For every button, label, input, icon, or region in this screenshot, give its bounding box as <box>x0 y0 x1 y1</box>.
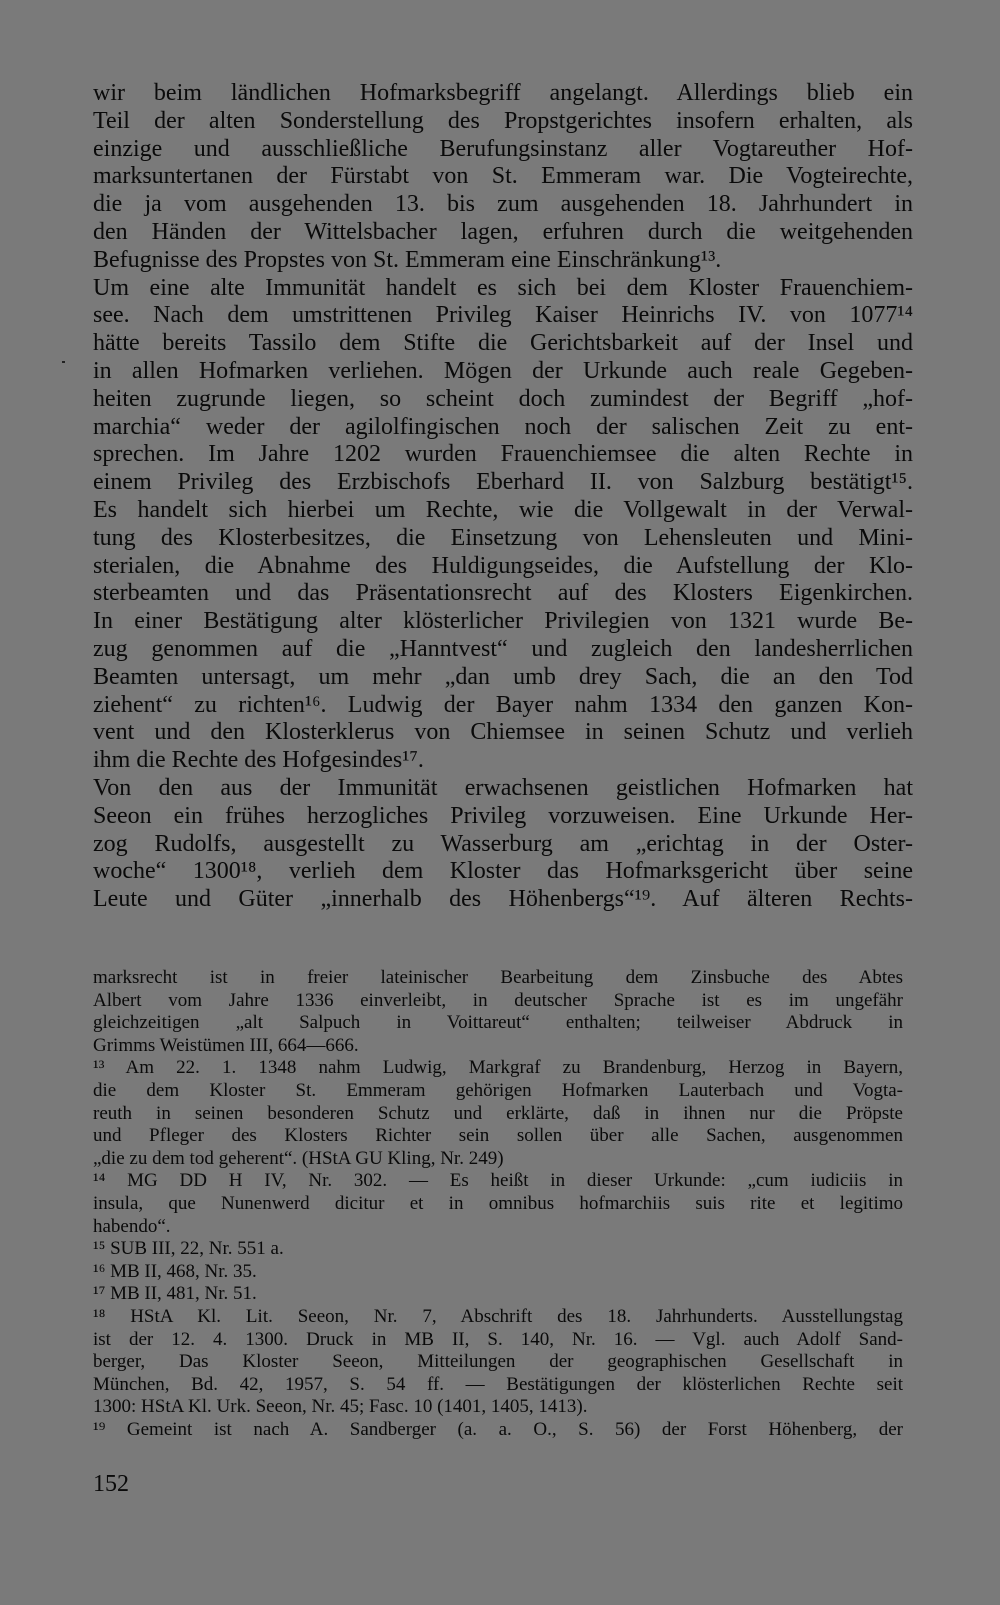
text-line: woche“ 1300¹⁸, verlieh dem Kloster das Hofmarksgericht über seine <box>93 858 913 885</box>
footnote-line: insula, que Nunenwerd dicitur et in omnibus hofmarchiis suis rite et legitimo <box>93 1192 903 1214</box>
footnote-line: 1300: HStA Kl. Urk. Seeon, Nr. 45; Fasc. 10 (1401, 1405, 1413). <box>93 1396 588 1418</box>
footnote-line: ¹⁹ Gemeint ist nach A. Sandberger (a. a. O., S. 56) der Forst Höhenberg, der <box>93 1418 903 1440</box>
text-line: Es handelt sich hierbei um Rechte, wie die Vollgewalt in der Verwal- <box>93 496 913 523</box>
text-line: in allen Hofmarken verliehen. Mögen der Urkunde auch reale Gegeben- <box>93 357 913 384</box>
text-line: sterialen, die Abnahme des Huldigungseides, die Aufstellung der Klo- <box>93 552 913 579</box>
text-line: ihm die Rechte des Hofgesindes¹⁷. <box>93 747 424 774</box>
text-line: Teil der alten Sonderstellung des Propstgerichtes insofern erhalten, als <box>93 107 913 134</box>
text-line: einzige und ausschließliche Berufungsinstanz aller Vogtareuther Hof- <box>93 135 913 162</box>
text-line: sprechen. Im Jahre 1202 wurden Frauenchiemsee die alten Rechte in <box>93 441 913 468</box>
text-line: marksuntertanen der Fürstabt von St. Emmeram war. Die Vogteirechte, <box>93 163 913 190</box>
footnote-line: und Pfleger des Klosters Richter sein sollen über alle Sachen, ausgenommen <box>93 1125 903 1147</box>
footnote-line: „die zu dem tod geherent“. (HStA GU Kling, Nr. 249) <box>93 1147 504 1169</box>
footnote-line: Albert vom Jahre 1336 einverleibt, in deutscher Sprache ist es im ungefähr <box>93 989 903 1011</box>
text-line: see. Nach dem umstrittenen Privileg Kaiser Heinrichs IV. von 1077¹⁴ <box>93 302 913 329</box>
footnote-line: ¹⁵ SUB III, 22, Nr. 551 a. <box>93 1238 284 1260</box>
footnote-line: ¹³ Am 22. 1. 1348 nahm Ludwig, Markgraf zu Brandenburg, Herzog in Bayern, <box>93 1057 903 1079</box>
text-line: sterbeamten und das Präsentationsrecht auf des Klosters Eigenkirchen. <box>93 580 913 607</box>
text-line: Seeon ein frühes herzogliches Privileg vorzuweisen. Eine Urkunde Her- <box>93 802 913 829</box>
text-line: Befugnisse des Propstes von St. Emmeram eine Einschränkung¹³. <box>93 246 722 273</box>
scan-speck <box>62 361 65 363</box>
main-text <box>93 80 913 914</box>
footnote-line: gleichzeitigen „alt Salpuch in Voittareut“ enthalten; teilweiser Abdruck in <box>93 1012 903 1034</box>
footnote-line: berger, Das Kloster Seeon, Mitteilungen der geographischen Gesellschaft in <box>93 1351 903 1373</box>
text-line: zog Rudolfs, ausgestellt zu Wasserburg am „erichtag in der Oster- <box>93 830 913 857</box>
text-line: ziehent“ zu richten¹⁶. Ludwig der Bayer nahm 1334 den ganzen Kon- <box>93 691 913 718</box>
text-line: Leute und Güter „innerhalb des Höhenbergs“¹⁹. Auf älteren Rechts- <box>93 886 913 913</box>
footnote-line: ¹⁶ MB II, 468, Nr. 35. <box>93 1260 257 1282</box>
footnote-line: München, Bd. 42, 1957, S. 54 ff. — Bestätigungen der klösterlichen Rechte seit <box>93 1373 903 1395</box>
footnote-line: die dem Kloster St. Emmeram gehörigen Hofmarken Lauterbach und Vogta- <box>93 1079 903 1101</box>
text-line: Von den aus der Immunität erwachsenen geistlichen Hofmarken hat <box>93 774 913 801</box>
footnote-line: marksrecht ist in freier lateinischer Bearbeitung dem Zinsbuche des Abtes <box>93 967 903 988</box>
text-line: vent und den Klosterklerus von Chiemsee in seinen Schutz und verlieh <box>93 719 913 746</box>
text-line: Um eine alte Immunität handelt es sich bei dem Kloster Frauenchiem- <box>93 274 913 301</box>
text-line: die ja vom ausgehenden 13. bis zum ausgehenden 18. Jahrhundert in <box>93 191 913 218</box>
footnote-line: ist der 12. 4. 1300. Druck in MB II, S. 140, Nr. 16. — Vgl. auch Adolf Sand- <box>93 1328 903 1350</box>
footnote-line: ¹⁷ MB II, 481, Nr. 51. <box>93 1283 257 1305</box>
footnote-line: reuth in seinen besonderen Schutz und erklärte, daß in ihnen nur die Pröpste <box>93 1102 903 1124</box>
footnotes <box>93 967 903 1441</box>
text-line: Beamten untersagt, um mehr „dan umb drey Sach, die an den Tod <box>93 663 913 690</box>
footnote-line: Grimms Weistümen III, 664—666. <box>93 1034 359 1056</box>
footnote-line: habendo“. <box>93 1215 171 1237</box>
text-line: In einer Bestätigung alter klösterlicher Privilegien von 1321 wurde Be- <box>93 608 913 635</box>
text-line: den Händen der Wittelsbacher lagen, erfuhren durch die weitgehenden <box>93 218 913 245</box>
page-number: 152 <box>93 1471 129 1497</box>
footnote-line: ¹⁴ MG DD H IV, Nr. 302. — Es heißt in dieser Urkunde: „cum iudiciis in <box>93 1170 903 1192</box>
text-line: zug genommen auf die „Hanntvest“ und zugleich den landesherrlichen <box>93 635 913 662</box>
text-line: wir beim ländlichen Hofmarksbegriff angelangt. Allerdings blieb ein <box>93 80 913 106</box>
text-line: tung des Klosterbesitzes, die Einsetzung von Lehensleuten und Mini- <box>93 524 913 551</box>
text-line: heiten zugrunde liegen, so scheint doch zumindest der Begriff „hof- <box>93 385 913 412</box>
text-line: marchia“ weder der agilolfingischen noch der salischen Zeit zu ent- <box>93 413 913 440</box>
footnote-line: ¹⁸ HStA Kl. Lit. Seeon, Nr. 7, Abschrift des 18. Jahrhunderts. Ausstellungstag <box>93 1305 903 1327</box>
text-line: einem Privileg des Erzbischofs Eberhard II. von Salzburg bestätigt¹⁵. <box>93 469 913 496</box>
text-line: hätte bereits Tassilo dem Stifte die Gerichtsbarkeit auf der Insel und <box>93 330 913 357</box>
